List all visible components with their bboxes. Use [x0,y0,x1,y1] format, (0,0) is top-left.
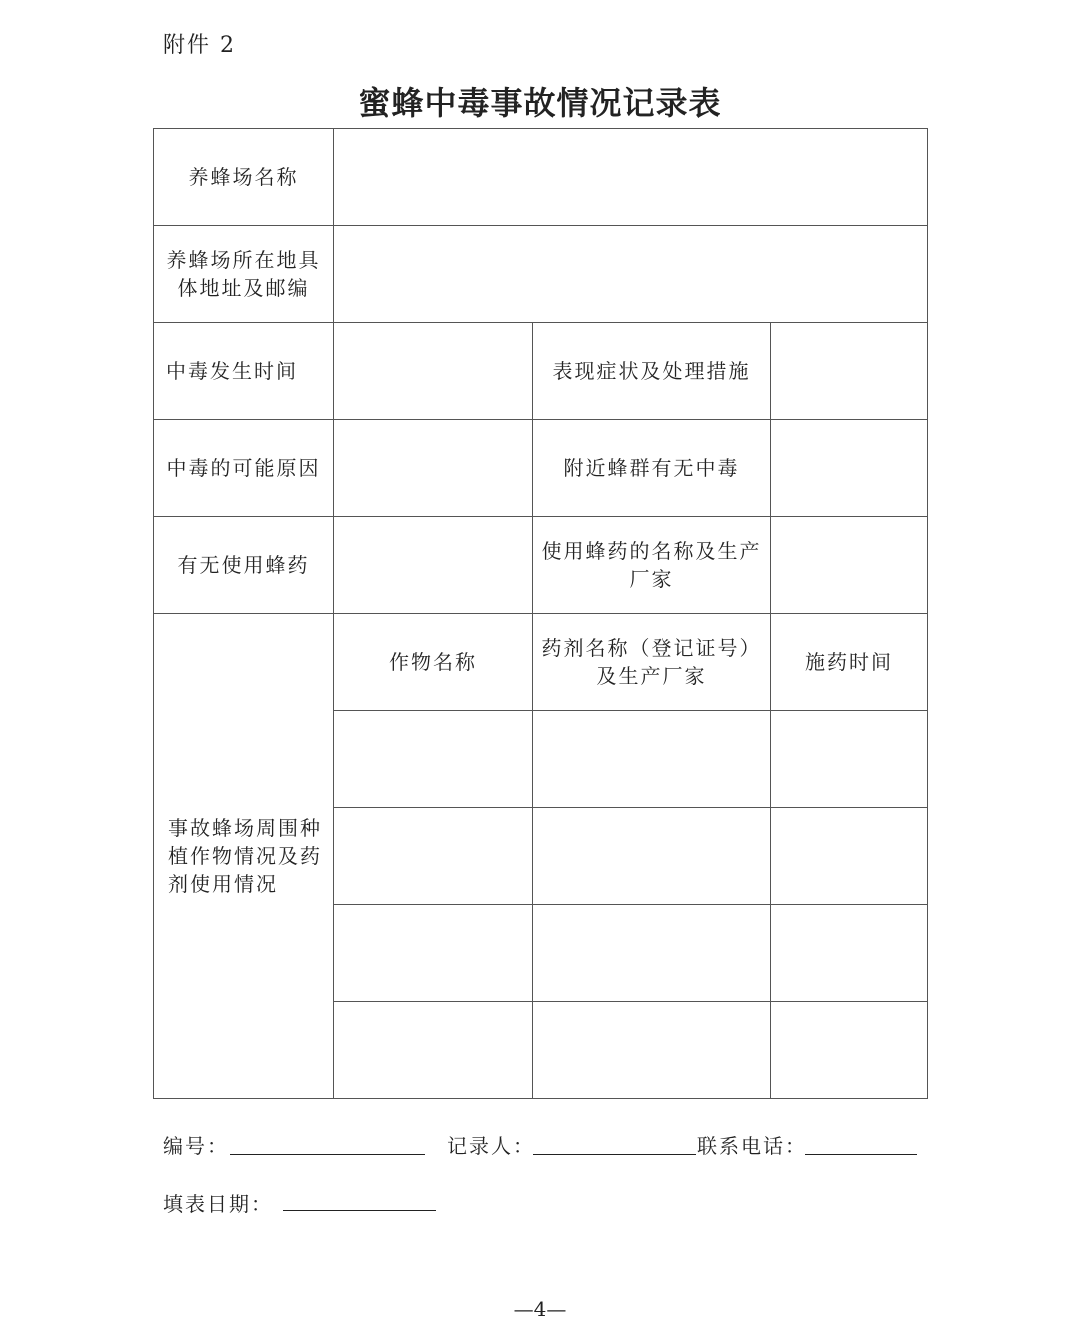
pesticide-cell[interactable] [533,905,771,1002]
recorder-blank[interactable] [533,1154,696,1155]
bee-medicine-field[interactable] [334,517,533,614]
date-label: 填表日期： [163,1192,273,1216]
pesticide-cell[interactable] [533,808,771,905]
number-blank[interactable] [230,1154,425,1155]
possible-cause-label: 中毒的可能原因 [154,420,334,517]
symptoms-label: 表现症状及处理措施 [533,323,771,420]
recorder-label: 记录人： [447,1134,535,1158]
pesticide-header: 药剂名称（登记证号）及生产厂家 [533,614,771,711]
phone-label: 联系电话： [697,1134,807,1158]
phone-blank[interactable] [805,1154,917,1155]
spray-time-cell[interactable] [771,1002,928,1099]
spray-time-cell[interactable] [771,905,928,1002]
bee-medicine-label: 有无使用蜂药 [154,517,334,614]
surroundings-label: 事故蜂场周围种植作物情况及药剂使用情况 [154,614,334,1099]
number-label: 编号： [163,1134,229,1158]
record-table [153,128,928,1099]
date-blank[interactable] [283,1210,436,1211]
spray-time-cell[interactable] [771,711,928,808]
form-title: 蜜蜂中毒事故情况记录表 [358,84,722,122]
bee-medicine-name-label: 使用蜂药的名称及生产厂家 [533,517,771,614]
table-row [154,226,928,323]
table-row [154,323,928,420]
farm-address-label: 养蜂场所在地具体地址及邮编 [154,226,334,323]
attachment-label: 附件 2 [163,33,236,58]
page-number: —4— [513,1297,567,1321]
table-row [154,517,928,614]
symptoms-field[interactable] [771,323,928,420]
bee-medicine-name-field[interactable] [771,517,928,614]
table-row [154,614,928,711]
farm-name-field[interactable] [334,129,928,226]
poison-time-field[interactable] [334,323,533,420]
spray-time-header: 施药时间 [771,614,928,711]
poison-time-label: 中毒发生时间 [154,323,334,420]
spray-time-cell[interactable] [771,808,928,905]
possible-cause-field[interactable] [334,420,533,517]
crop-cell[interactable] [334,905,533,1002]
table-row [154,129,928,226]
nearby-colonies-label: 附近蜂群有无中毒 [533,420,771,517]
nearby-colonies-field[interactable] [771,420,928,517]
farm-address-field[interactable] [334,226,928,323]
crop-header: 作物名称 [334,614,533,711]
pesticide-cell[interactable] [533,1002,771,1099]
crop-cell[interactable] [334,711,533,808]
pesticide-cell[interactable] [533,711,771,808]
crop-cell[interactable] [334,808,533,905]
crop-cell[interactable] [334,1002,533,1099]
farm-name-label: 养蜂场名称 [154,129,334,226]
table-row [154,420,928,517]
